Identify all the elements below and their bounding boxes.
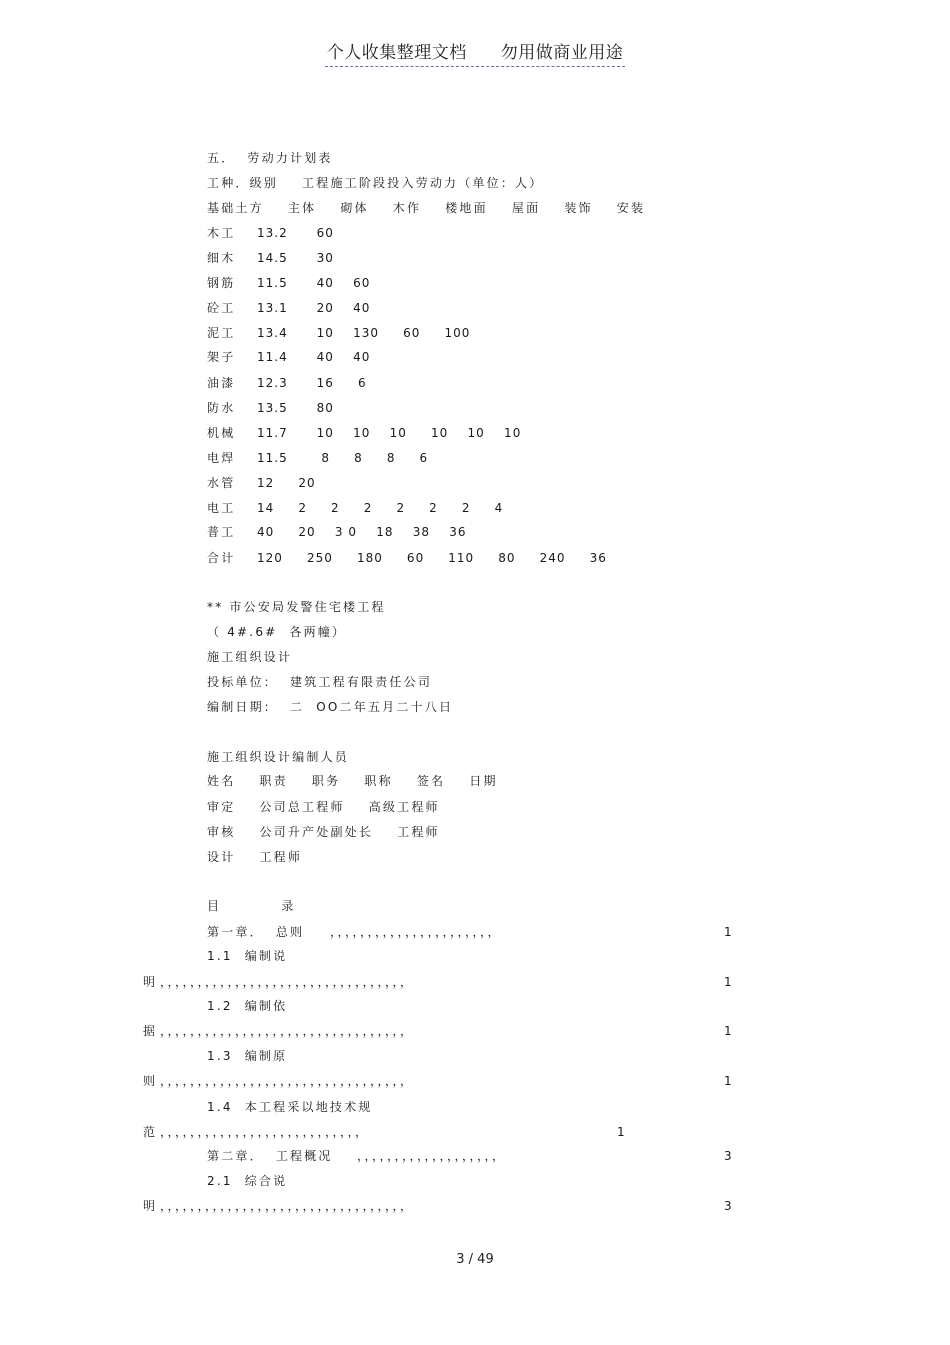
row-label: 合计 <box>207 551 236 565</box>
header-text <box>325 38 626 67</box>
row-label: 架子 <box>207 350 236 364</box>
table-row <box>207 300 371 316</box>
toc-leader: ，，，，，，，，，，，，，，，，，，，，，，，，，，，，，，，，， <box>160 1199 414 1213</box>
toc-page-number: 1 <box>617 1125 627 1139</box>
table-row <box>207 349 371 365</box>
toc-leader: ，，，，，，，，，，，，，，，，，，，，，， <box>330 925 502 939</box>
table-row <box>207 375 367 391</box>
staff-title: 施工组织设计编制人员 <box>207 750 350 764</box>
toc-page-number: 3 <box>724 1149 734 1163</box>
toc-page-number: 1 <box>724 1024 734 1038</box>
row-label: 钢筋 <box>207 276 236 290</box>
staff-row: 设计 工程师 <box>207 850 303 864</box>
row-values: 120 250 180 60 110 80 240 36 <box>257 551 607 565</box>
document-title: 施工组织设计 <box>207 650 293 664</box>
toc-entry-wrap: 明 <box>143 975 158 989</box>
row-label: 木工 <box>207 226 236 240</box>
toc-entry-label: 1.4 本工程采以地技术规 <box>207 1100 373 1114</box>
toc-entry-wrap: 据 <box>143 1024 158 1038</box>
table-row <box>207 475 316 491</box>
toc-leader: ，，，，，，，，，，，，，，，，，，， <box>357 1149 506 1163</box>
table-row <box>207 275 371 291</box>
row-label: 电焊 <box>207 451 236 465</box>
toc-page-number: 1 <box>724 925 734 939</box>
row-label: 防水 <box>207 401 236 415</box>
table-row <box>207 524 467 540</box>
row-label: 细木 <box>207 251 236 265</box>
page-number: 3 / 49 <box>456 1252 494 1267</box>
table-row <box>207 550 607 566</box>
staff-row: 审定 公司总工程师 高级工程师 <box>207 800 440 814</box>
toc-leader: ，，，，，，，，，，，，，，，，，，，，，，，，，，，，，，，，， <box>160 975 414 989</box>
toc-entry-label: 第二章． 工程概况 <box>207 1149 333 1163</box>
toc-page-number: 1 <box>724 1074 734 1088</box>
header-right-text: 勿用做商业用途 <box>500 43 624 63</box>
project-buildings: （ 4#.6# 各两幢） <box>207 625 347 639</box>
row-label: 水管 <box>207 476 236 490</box>
toc-page-number: 3 <box>724 1199 734 1213</box>
row-label: 砼工 <box>207 301 236 315</box>
row-values: 11.5 8 8 8 6 <box>257 451 429 465</box>
staff-header: 姓名 职责 职务 职称 签名 日期 <box>207 774 498 788</box>
toc-entry-wrap: 则 <box>143 1074 158 1088</box>
toc-entry-wrap: 范 <box>143 1125 158 1139</box>
table-row <box>207 225 334 241</box>
row-values: 11.4 40 40 <box>257 350 371 364</box>
table-row <box>207 250 334 266</box>
row-values: 12.3 16 6 <box>257 376 367 390</box>
toc-entry-wrap: 明 <box>143 1199 158 1213</box>
table-row <box>207 400 334 416</box>
toc-entry-label: 2.1 综合说 <box>207 1174 288 1188</box>
row-label: 普工 <box>207 525 236 539</box>
row-label: 油漆 <box>207 376 236 390</box>
row-values: 12 20 <box>257 476 316 490</box>
toc-entry-label: 1.2 编制依 <box>207 999 288 1013</box>
row-label: 泥工 <box>207 326 236 340</box>
table-row <box>207 450 429 466</box>
toc-entry-label: 1.3 编制原 <box>207 1049 288 1063</box>
date-line: 编制日期： 二 OO二年五月二十八日 <box>207 700 454 714</box>
row-values: 13.1 20 40 <box>257 301 371 315</box>
row-values: 14 2 2 2 2 2 2 4 <box>257 501 504 515</box>
toc-leader: ，，，，，，，，，，，，，，，，，，，，，，，，，，， <box>160 1125 369 1139</box>
row-values: 14.5 30 <box>257 251 334 265</box>
toc-entry-label: 第一章． 总则 <box>207 925 305 939</box>
toc-entry-label: 1.1 编制说 <box>207 949 288 963</box>
table-column-headers: 基础土方 主体 砌体 木作 楼地面 屋面 装饰 安装 <box>207 201 646 215</box>
page-header <box>0 38 950 67</box>
bidder-line: 投标单位： 建筑工程有限责任公司 <box>207 675 433 689</box>
row-values: 11.5 40 60 <box>257 276 371 290</box>
row-label: 电工 <box>207 501 236 515</box>
section-title: 五． 劳动力计划表 <box>207 151 333 165</box>
staff-row: 审核 公司升产处副处长 工程师 <box>207 825 440 839</box>
toc-title: 目 录 <box>207 899 296 913</box>
toc-leader: ，，，，，，，，，，，，，，，，，，，，，，，，，，，，，，，，， <box>160 1024 414 1038</box>
row-values: 13.2 60 <box>257 226 334 240</box>
project-name: ** 市公安局发警住宅楼工程 <box>207 600 386 614</box>
row-values: 13.5 80 <box>257 401 334 415</box>
row-values: 40 20 3 0 18 38 36 <box>257 525 467 539</box>
toc-page-number: 1 <box>724 975 734 989</box>
table-row <box>207 325 471 341</box>
table-subtitle: 工种．级别 工程施工阶段投入劳动力（单位：人） <box>207 176 544 190</box>
row-values: 13.4 10 130 60 100 <box>257 326 471 340</box>
table-row <box>207 500 504 516</box>
row-values: 11.7 10 10 10 10 10 10 <box>257 426 522 440</box>
row-label: 机械 <box>207 426 236 440</box>
header-left-text: 个人收集整理文档 <box>326 43 467 63</box>
toc-leader: ，，，，，，，，，，，，，，，，，，，，，，，，，，，，，，，，， <box>160 1074 414 1088</box>
table-row <box>207 425 522 441</box>
